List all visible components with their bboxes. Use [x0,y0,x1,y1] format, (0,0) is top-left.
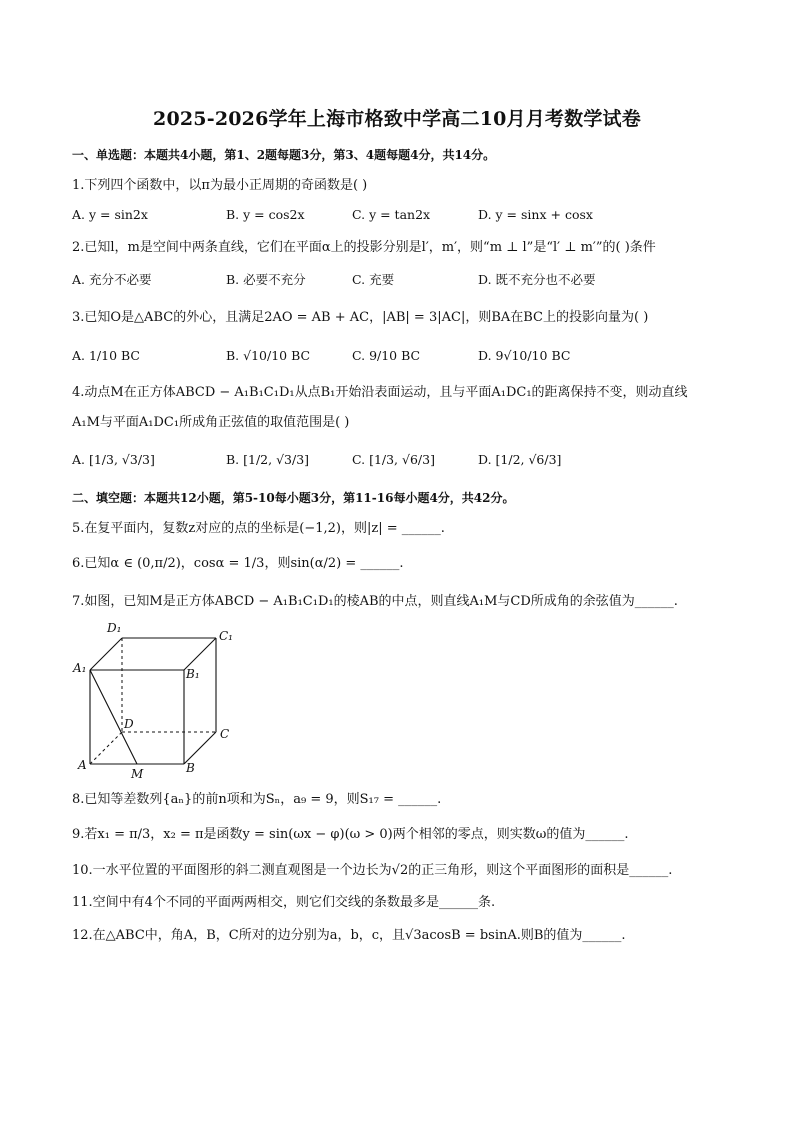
option-d[interactable]: D. y = sinx + cosx [478,207,593,222]
option-c[interactable]: C. 充要 [352,272,395,287]
label-a1: A₁ [73,661,87,675]
question-5: 5.在复平面内，复数z对应的点的坐标是(−1,2)，则|z| = ______. [72,521,445,536]
question-2-options [72,270,732,288]
question-11: 11.空间中有4个不同的平面两两相交，则它们交线的条数最多是______条. [72,895,496,910]
option-c[interactable]: C. 9/10 BC [352,348,421,363]
section-header-fill-in: 二、填空题：本题共12小题，第5-10每小题3分，第11-16每小题4分，共42分。 [72,491,515,505]
question-4-options [72,452,732,470]
label-b: B [186,761,195,775]
option-a[interactable]: A. [1/3, √3/3] [72,452,155,467]
option-c[interactable]: C. [1/3, √6/3] [352,452,435,467]
label-b1: B₁ [186,667,200,681]
edge-a1d1 [90,638,122,670]
option-d[interactable]: D. 9√10/10 BC [478,348,571,363]
label-a: A [78,758,87,772]
option-d[interactable]: D. [1/2, √6/3] [478,452,562,467]
option-c[interactable]: C. y = tan2x [352,207,431,222]
section-header-single-choice: 一、单选题：本题共4小题，第1、2题每题3分，第3、4题每题4分，共14分。 [72,148,496,162]
hidden-edge-ad [90,732,122,764]
question-12: 12.在△ABC中，角A，B，C所对的边分别为a，b，c，且√3acosB = bsinA.则B的值为______. [72,928,626,943]
question-6: 6.已知α ∈ (0,π/2)，cosα = 1/3，则sin(α/2) = ______. [72,556,404,571]
option-b[interactable]: B. [1/2, √3/3] [226,452,310,467]
question-7: 7.如图，已知M是正方体ABCD − A₁B₁C₁D₁的棱AB的中点，则直线A₁M与CD所成角的余弦值为______. [72,594,678,609]
label-c1: C₁ [219,629,233,643]
option-a[interactable]: A. 充分不必要 [72,272,152,287]
question-8: 8.已知等差数列{aₙ}的前n项和为Sₙ，a₉ = 9，则S₁₇ = ______. [72,792,442,807]
question-10: 10.一水平位置的平面图形的斜二测直观图是一个边长为√2的正三角形，则这个平面图形的面积是______. [72,863,673,878]
exam-title: 2025-2026学年上海市格致中学高二10月月考数学试卷 [153,108,641,130]
question-1-options [72,207,732,225]
edge-bc [184,732,216,764]
label-d1: D₁ [107,621,122,635]
option-b[interactable]: B. y = cos2x [226,207,305,222]
label-m: M [131,767,144,780]
question-1-stem: 1.下列四个函数中，以π为最小正周期的奇函数是( ) [72,178,368,193]
question-4-stem: 4.动点M在正方体ABCD − A₁B₁C₁D₁从点B₁开始沿表面运动，且与平面A₁DC₁的距离保持不变，则动直线 [72,385,688,400]
cube-figure [70,618,240,780]
label-d: D [124,717,134,731]
question-9: 9.若x₁ = π/3，x₂ = π是函数y = sin(ωx − φ)(ω > 0)两个相邻的零点，则实数ω的值为______. [72,827,629,842]
option-d[interactable]: D. 既不充分也不必要 [478,272,596,287]
option-a[interactable]: A. y = sin2x [72,207,148,222]
question-3-options [72,348,732,366]
edge-b1c1 [184,638,216,670]
question-4-stem-continued: A₁M与平面A₁DC₁所成角正弦值的取值范围是( ) [72,415,350,430]
label-c: C [220,727,230,741]
question-3-stem: 3.已知O是△ABC的外心，且满足2AO = AB + AC，|AB| = 3|AC|，则BA在BC上的投影向量为( ) [72,310,649,325]
question-2-stem: 2.已知l，m是空间中两条直线，它们在平面α上的投影分别是l′，m′，则“m ⊥ l”是“l′ ⊥ m′”的( )条件 [72,240,656,255]
option-b[interactable]: B. √10/10 BC [226,348,311,363]
option-b[interactable]: B. 必要不充分 [226,272,306,287]
option-a[interactable]: A. 1/10 BC [72,348,140,363]
